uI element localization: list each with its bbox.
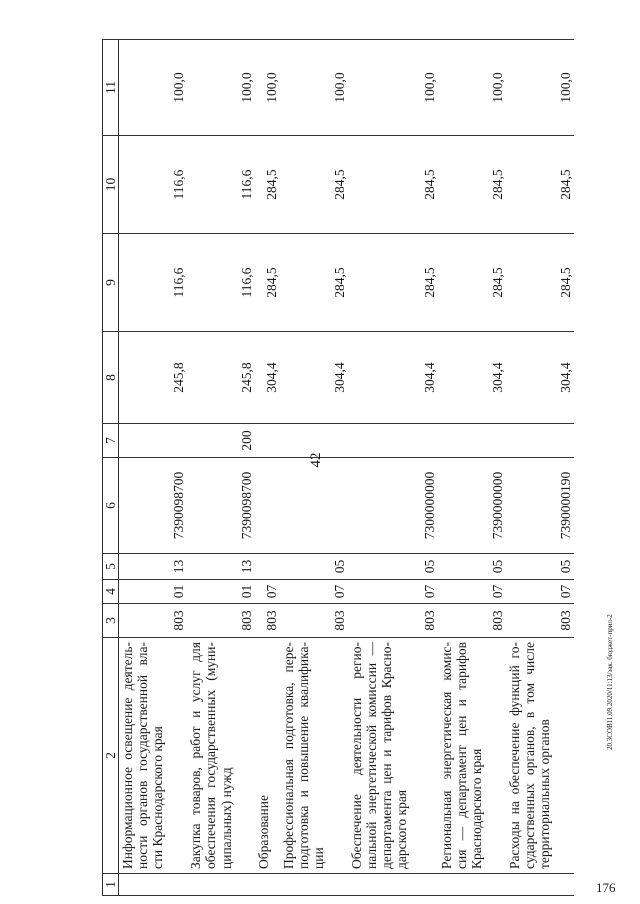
header-cell: 5 bbox=[103, 554, 119, 580]
header-cell: 3 bbox=[103, 604, 119, 638]
row-value-cell: 284,5 bbox=[348, 136, 438, 234]
header-row bbox=[103, 40, 119, 896]
header-cell: 10 bbox=[103, 136, 119, 234]
header-cell: 11 bbox=[103, 40, 119, 136]
header-cell: 4 bbox=[103, 580, 119, 604]
header-cell: 1 bbox=[103, 874, 119, 896]
table-row bbox=[280, 40, 348, 896]
table-row bbox=[119, 40, 188, 896]
row-value-cell bbox=[119, 874, 188, 896]
header-cell: 2 bbox=[103, 638, 119, 874]
row-value-cell: 284,5 bbox=[255, 234, 280, 332]
row-value-cell: 100,0 bbox=[438, 40, 506, 136]
row-value-cell: 803 bbox=[438, 604, 506, 638]
row-name-cell: Закупка товаров, работ и услуг для обеспечения государственных (муни-ципальных) нужд bbox=[187, 638, 255, 874]
row-value-cell: 100,0 bbox=[119, 40, 188, 136]
row-value-cell: 13 bbox=[187, 554, 255, 580]
row-value-cell: 100,0 bbox=[255, 40, 280, 136]
header-cell: 6 bbox=[103, 458, 119, 554]
row-value-cell: 116,6 bbox=[119, 136, 188, 234]
budget-table bbox=[102, 39, 574, 896]
row-value-cell bbox=[438, 424, 506, 458]
row-value-cell: 05 bbox=[438, 554, 506, 580]
row-value-cell: 284,5 bbox=[506, 136, 574, 234]
row-value-cell bbox=[348, 424, 438, 458]
row-value-cell: 284,5 bbox=[280, 136, 348, 234]
row-value-cell: 07 bbox=[255, 580, 280, 604]
row-value-cell: 304,4 bbox=[280, 332, 348, 424]
row-value-cell bbox=[348, 874, 438, 896]
row-value-cell: 304,4 bbox=[438, 332, 506, 424]
row-value-cell: 01 bbox=[187, 580, 255, 604]
row-value-cell: 7390098700 bbox=[187, 458, 255, 554]
row-value-cell: 07 bbox=[506, 580, 574, 604]
table-row bbox=[506, 40, 574, 896]
table-row bbox=[187, 40, 255, 896]
row-value-cell: 7390000190 bbox=[506, 458, 574, 554]
row-value-cell: 13 bbox=[119, 554, 188, 580]
row-value-cell: 05 bbox=[506, 554, 574, 580]
row-value-cell: 07 bbox=[438, 580, 506, 604]
row-value-cell: 284,5 bbox=[506, 234, 574, 332]
row-value-cell bbox=[119, 424, 188, 458]
row-name-cell: Профессиональная подготовка, пере-подготовка и повышение квалифика-ции bbox=[280, 638, 348, 874]
sheet-number: 176 bbox=[596, 880, 616, 895]
row-value-cell: 200 bbox=[187, 424, 255, 458]
row-value-cell: 803 bbox=[255, 604, 280, 638]
row-value-cell: 100,0 bbox=[187, 40, 255, 136]
row-value-cell: 116,6 bbox=[187, 136, 255, 234]
row-value-cell: 245,8 bbox=[187, 332, 255, 424]
row-value-cell bbox=[280, 874, 348, 896]
table-row bbox=[255, 40, 280, 896]
row-value-cell: 01 bbox=[119, 580, 188, 604]
row-value-cell: 304,4 bbox=[506, 332, 574, 424]
row-value-cell bbox=[438, 874, 506, 896]
row-value-cell: 284,5 bbox=[348, 234, 438, 332]
row-value-cell: 803 bbox=[280, 604, 348, 638]
row-value-cell bbox=[187, 874, 255, 896]
row-name-cell: Региональная энергетическая комис-сия — департамент цен и тарифов Краснодарского края bbox=[438, 638, 506, 874]
row-value-cell: 7390000000 bbox=[438, 458, 506, 554]
row-name-cell: Обеспечение деятельности регио-нальной энергетической комиссии — департамента цен и тарифов Красно-дарского края bbox=[348, 638, 438, 874]
row-value-cell bbox=[506, 874, 574, 896]
table-rotated bbox=[102, 40, 574, 896]
row-value-cell: 116,6 bbox=[187, 234, 255, 332]
row-value-cell: 803 bbox=[348, 604, 438, 638]
row-value-cell bbox=[255, 424, 280, 458]
row-value-cell: 7390098700 bbox=[119, 458, 188, 554]
table-row bbox=[438, 40, 506, 896]
row-value-cell: 803 bbox=[506, 604, 574, 638]
row-value-cell: 304,4 bbox=[255, 332, 280, 424]
row-value-cell: 07 bbox=[348, 580, 438, 604]
row-value-cell bbox=[280, 424, 348, 458]
header-cell: 8 bbox=[103, 332, 119, 424]
row-name-cell: Информационное освещение деятель-ности органов государственной вла-сти Краснодарского края bbox=[119, 638, 188, 874]
row-value-cell bbox=[280, 458, 348, 554]
row-value-cell: 7300000000 bbox=[348, 458, 438, 554]
row-value-cell: 07 bbox=[280, 580, 348, 604]
header-cell: 9 bbox=[103, 234, 119, 332]
row-value-cell: 284,5 bbox=[255, 136, 280, 234]
row-name-cell: Расходы на обеспечение функций го-сударственных органов, в том числе территориальных органов bbox=[506, 638, 574, 874]
row-value-cell: 100,0 bbox=[280, 40, 348, 136]
row-value-cell: 304,4 bbox=[348, 332, 438, 424]
page-number-text: 42 bbox=[308, 452, 324, 468]
row-name-cell: Образование bbox=[255, 638, 280, 874]
row-value-cell: 284,5 bbox=[280, 234, 348, 332]
row-value-cell bbox=[255, 874, 280, 896]
row-value-cell: 284,5 bbox=[438, 234, 506, 332]
side-note bbox=[606, 150, 620, 750]
row-value-cell: 05 bbox=[348, 554, 438, 580]
row-value-cell bbox=[506, 424, 574, 458]
row-value-cell: 100,0 bbox=[506, 40, 574, 136]
row-value-cell: 245,8 bbox=[119, 332, 188, 424]
table-row bbox=[348, 40, 438, 896]
row-value-cell bbox=[255, 458, 280, 554]
row-value-cell: 116,6 bbox=[119, 234, 188, 332]
row-value-cell: 803 bbox=[187, 604, 255, 638]
row-value-cell bbox=[255, 554, 280, 580]
header-cell: 7 bbox=[103, 424, 119, 458]
row-value-cell: 100,0 bbox=[348, 40, 438, 136]
side-note-text: 20.3СОВ11.09.2020/11:13/зак. бюджет-прил-2 bbox=[606, 614, 614, 750]
row-value-cell: 803 bbox=[119, 604, 188, 638]
row-value-cell: 284,5 bbox=[438, 136, 506, 234]
row-value-cell: 05 bbox=[280, 554, 348, 580]
